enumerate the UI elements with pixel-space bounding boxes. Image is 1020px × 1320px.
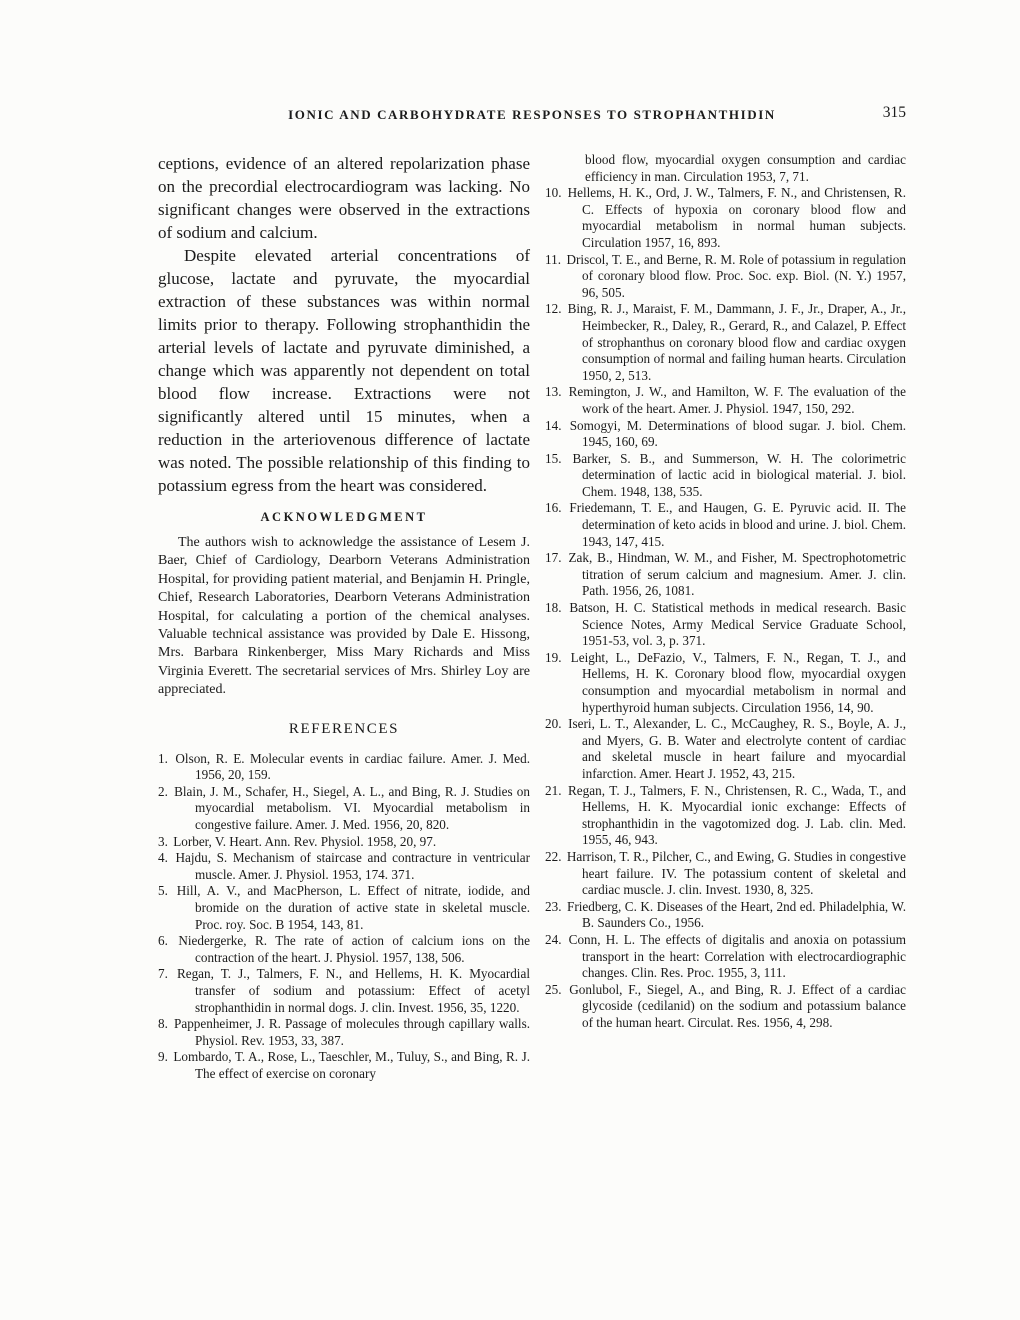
reference-text: Hajdu, S. Mechanism of staircase and contracture in ventricular muscle. Amer. J. Physiol. 1953, 174. 371. (175, 850, 530, 882)
reference-text: Conn, H. L. The effects of digitalis and anoxia on potassium transport in the heart: Correlation with electrocardiographic changes. Clin. Res. Proc. 1955, 3, 111. (568, 931, 907, 981)
reference-number: 11. (545, 251, 565, 267)
reference-number: 1. (158, 750, 174, 766)
reference-text: Hellems, H. K., Ord, J. W., Talmers, F. N., and Christensen, R. C. Effects of hypoxia on coronary blood flow and myocardial metabolism in normal human subjects. Circulation 1957, 16, 893. (567, 185, 907, 250)
acknowledgment-heading: ACKNOWLEDGMENT (260, 510, 428, 524)
reference-item (545, 384, 906, 417)
reference-text: Iseri, L. T., Alexander, L. C., McCaughey, R. S., Boyle, A. J., and Myers, G. B. Water and electrolyte content of cardiac and skeletal muscle in heart failure and myocardial infarction. Amer. Heart J. 1952, 43, 215. (568, 716, 907, 781)
reference-item (158, 966, 530, 1016)
reference-item (158, 883, 530, 933)
reference-item (158, 850, 530, 883)
reference-number: 10. (545, 185, 566, 201)
reference-text: Regan, T. J., Talmers, F. N., and Hellems, H. K. Myocardial transfer of sodium and potassium: Effect of acetyl strophanthidin in normal dogs. J. clin. Invest. 1956, 35, 1220. (176, 966, 530, 1015)
reference-number: 18. (545, 600, 568, 616)
right-column (545, 152, 906, 1083)
reference-text: Friedemann, T. E., and Haugen, G. E. Pyruvic acid. II. The determination of keto acids in blood and urine. J. biol. Chem. 1943, 147, 415. (569, 500, 906, 549)
reference-number: 25. (545, 981, 568, 997)
reference-number: 9. (158, 1049, 172, 1065)
reference-number: 5. (158, 883, 175, 899)
reference-text: Lorber, V. Heart. Ann. Rev. Physiol. 1958, 20, 97. (173, 833, 437, 849)
reference-item (158, 834, 530, 851)
reference-text: Olson, R. E. Molecular events in cardiac failure. Amer. J. Med. 1956, 20, 159. (175, 750, 531, 783)
reference-item (158, 751, 530, 784)
reference-text: Somogyi, M. Determinations of blood sugar. J. biol. Chem. 1945, 160, 69. (569, 417, 906, 450)
reference-number: 6. (158, 933, 177, 949)
reference-text: Remington, J. W., and Hamilton, W. F. The evaluation of the work of the heart. Amer. J. Physiol. 1947, 150, 292. (568, 384, 907, 416)
reference-number: 4. (158, 850, 174, 866)
reference-item (545, 600, 906, 650)
reference-text: Niedergerke, R. The rate of action of calcium ions on the contraction of the heart. J. Physiol. 1957, 138, 506. (178, 933, 531, 965)
reference-text: Gonlubol, F., Siegel, A., and Bing, R. J. Effect of a cardiac glycoside (cedilanid) on the sodium and potassium balance of the human heart. Circulat. Res. 1956, 4, 298. (569, 981, 907, 1030)
page-number: 315 (882, 104, 906, 121)
reference-number: 12. (545, 301, 566, 317)
reference-number: 15. (545, 450, 571, 466)
reference-item (158, 933, 530, 966)
reference-item (158, 1049, 530, 1082)
reference-number: 8. (158, 1016, 172, 1032)
body-paragraph: Despite elevated arterial concentrations of glucose, lactate and pyruvate, the myocardial extraction of these substances was within normal limits prior to therapy. Following strophanthidin the arterial levels of lactate and pyruvate diminished, a change which was apparently not dependent on total blood flow increase. Extractions were not significantly altered until 15 minutes, when a reduction in the arteriovenous difference of lactate was noted. The possible relationship of this finding to potassium egress from the heart was considered. (158, 246, 530, 495)
reference-item (545, 185, 906, 251)
reference-number: 24. (545, 931, 567, 947)
reference-number: 21. (545, 782, 567, 798)
reference-item (545, 451, 906, 501)
references-list-right (545, 185, 906, 1031)
page-content (158, 106, 906, 1083)
references-heading: REFERENCES (288, 720, 400, 737)
running-head (158, 106, 906, 128)
reference-text: Friedberg, C. K. Diseases of the Heart, 2nd ed. Philadelphia, W. B. Saunders Co., 1956. (566, 898, 907, 931)
body-paragraph-continuation: ceptions, evidence of an altered repolarization phase on the precordial electrocardiogram was lacking. No significant changes were observed in the extractions of sodium and calcium. (158, 154, 530, 242)
left-column (158, 152, 530, 1083)
reference-item (545, 500, 906, 550)
reference-number: 7. (158, 966, 175, 982)
reference-item (545, 301, 906, 384)
reference-number: 13. (545, 384, 567, 400)
reference-text: Pappenheimer, J. R. Passage of molecules through capillary walls. Physiol. Rev. 1953, 33, 387. (174, 1016, 531, 1048)
reference-number: 23. (545, 898, 565, 914)
reference-number: 22. (545, 848, 565, 864)
reference-text: Leight, L., DeFazio, V., Talmers, F. N., Regan, T. J., and Hellems, H. K. Coronary blood flow, myocardial oxygen consumption and myocardial metabolism in normal and hyperthyroid human subjects. Circulation 1956, 14, 90. (570, 649, 906, 715)
reference-item (158, 784, 530, 834)
reference-item (545, 650, 906, 716)
references-list-left (158, 751, 530, 1083)
reference-text: Batson, H. C. Statistical methods in medical research. Basic Science Notes, Army Medical Service Graduate School, 1951-53, vol. 3, p. 371. (569, 600, 906, 649)
reference-item (545, 252, 906, 302)
running-title: IONIC AND CARBOHYDRATE RESPONSES TO STROPHANTHIDIN (288, 107, 776, 122)
reference-item (545, 982, 906, 1032)
reference-item (545, 550, 906, 600)
reference-text: Hill, A. V., and MacPherson, L. Effect of nitrate, iodide, and bromide on the duration of active state in skeletal muscle. Proc. roy. Soc. B 1954, 143, 81. (176, 883, 531, 932)
reference-text: Blain, J. M., Schafer, H., Siegel, A. L., and Bing, R. J. Studies on myocardial metabolism. VI. Myocardial metabolism in congestive failure. Amer. J. Med. 1956, 20, 820. (174, 783, 530, 833)
reference-item (545, 849, 906, 899)
reference-text: Driscol, T. E., and Berne, R. M. Role of potassium in regulation of coronary blood flow. Proc. Soc. exp. Biol. (N. Y.) 1957, 96, 505. (566, 251, 906, 300)
reference-item (545, 783, 906, 849)
reference-item (545, 932, 906, 982)
reference-text: Harrison, T. R., Pilcher, C., and Ewing, G. Studies in congestive heart failure. IV. The potassium content of skeletal and cardiac muscle. J. clin. Invest. 1930, 8, 325. (566, 848, 906, 898)
reference-item (545, 899, 906, 932)
reference-item (545, 716, 906, 782)
reference-number: 16. (545, 500, 568, 516)
reference-number: 14. (545, 417, 568, 433)
reference-number: 3. (158, 833, 172, 849)
reference-number: 17. (545, 550, 567, 566)
reference-number: 19. (545, 649, 569, 665)
reference-item (545, 418, 906, 451)
reference-text: Barker, S. B., and Summerson, W. H. The colorimetric determination of lactic acid in biological material. J. biol. Chem. 1948, 138, 535. (572, 450, 906, 499)
reference-text: Zak, B., Hindman, W. M., and Fisher, M. Spectrophotometric titration of serum calcium and magnesium. Amer. J. clin. Path. 1956, 26, 1081. (568, 550, 906, 599)
reference-item (158, 1016, 530, 1049)
reference-number: 2. (158, 783, 173, 799)
reference-text: Bing, R. J., Maraist, F. M., Dammann, J. F., Jr., Draper, A., Jr., Heimbecker, R., Daley, R., Gerard, R., and Calazel, P. Effect of strophanthus on coronary blood flow and cardiac oxygen consumption of normal and failing human hearts. Circulation 1950, 2, 513. (567, 301, 906, 383)
reference-text: Regan, T. J., Talmers, F. N., Christensen, R. C., Wada, T., and Hellems, H. K. Myocardial ionic exchange: Effects of strophanthidin in the vagotomized dog. J. Lab. clin. Med. 1955, 46, 943. (568, 782, 906, 848)
two-column-layout (158, 152, 906, 1083)
reference-text: Lombardo, T. A., Rose, L., Taeschler, M., Tuluy, S., and Bing, R. J. The effect of exercise on coronary (173, 1049, 530, 1081)
reference-number: 20. (545, 716, 567, 732)
reference-continuation: blood flow, myocardial oxygen consumption and cardiac efficiency in man. Circulation 1953, 7, 71. (585, 152, 906, 184)
acknowledgment-text: The authors wish to acknowledge the assistance of Lesem J. Baer, Chief of Cardiology, Dearborn Veterans Administration Hospital, for providing patient material, and Benjamin H. Pringle, Chief, Research Laboratories, Dearborn Veterans Administration Hospital, for calculating a portion of the chemical analyses. Valuable technical assistance was provided by Dale E. Hissong, Mrs. Barbara Rinkenberger, Miss Mary Richards and Miss Virginia Everett. The secretarial services of Mrs. Shirley Loy are appreciated. (158, 535, 530, 698)
